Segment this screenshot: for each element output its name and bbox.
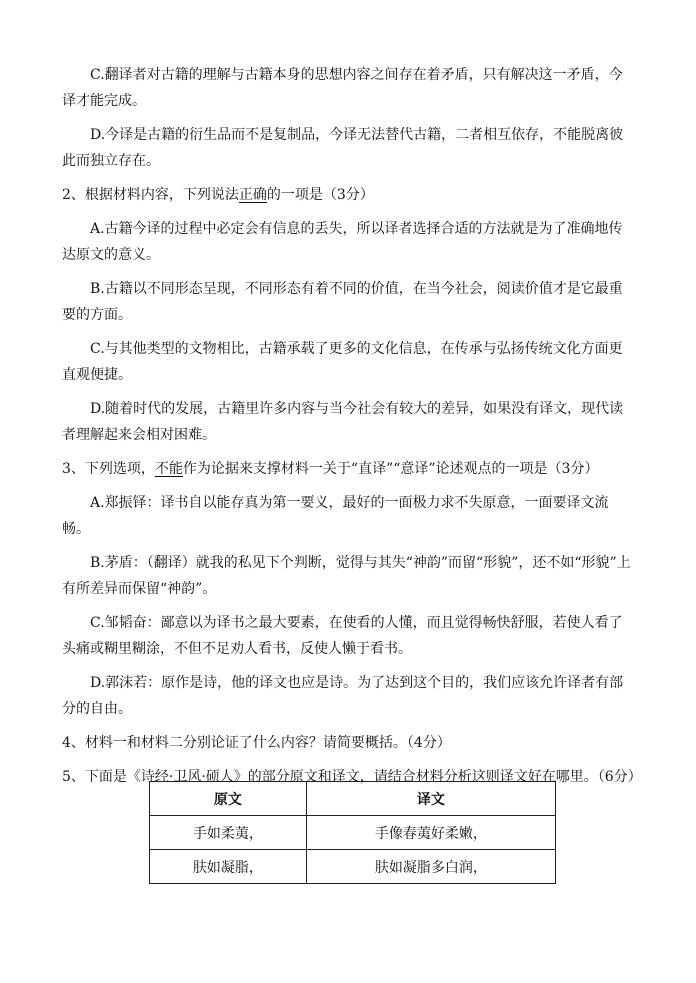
q2-stem-tail: 的一项是（3分）: [266, 187, 374, 203]
q4-stem: 4、材料一和材料二分别论证了什么内容？请简要概括。（4分）: [62, 735, 451, 751]
q3-stem-text: 3、下列选项，: [62, 461, 155, 477]
q3-option-b: B.茅盾：（翻译）就我的私见下个判断，觉得与其失“神韵”而留“形貌”，还不如“形貌”上有所差异而保留“神韵”。: [62, 555, 631, 597]
table-header-original: 原文: [150, 782, 307, 816]
q2-keyword: 正确: [238, 187, 267, 203]
q3-option-c: C.邹韬奋：鄙意以为译书之最大要素，在使看的人懂，而且觉得畅快舒服，若使人看了头痛或糊里糊涂，不但不足劝人看书，反使人懒于看书。: [62, 615, 623, 657]
q1-option-d: D.今译是古籍的衍生品而不是复制品，今译无法替代古籍，二者相互依存，不能脱离彼此而独立存在。: [62, 127, 624, 169]
table-cell-translation: 肤如凝脂多白润，: [306, 850, 555, 884]
table-header-row: [150, 782, 556, 816]
table-cell-original: 手如柔荑，: [150, 816, 307, 850]
table-row: [150, 850, 556, 884]
translation-table: [149, 781, 556, 884]
q2-stem-text: 2、根据材料内容，下列说法: [62, 187, 239, 203]
table-cell-original: 肤如凝脂，: [150, 850, 307, 884]
q2-stem: [62, 182, 636, 208]
q5-stem: 5、下面是《诗经·卫风·硕人》的部分原文和译文，请结合材料分析这则译文好在哪里。（6分）: [62, 769, 642, 785]
q2-option-a: A.古籍今译的过程中必定会有信息的丢失，所以译者选择合适的方法就是为了准确地传达原文的意义。: [62, 221, 623, 263]
q2-option-d: D.随着时代的发展，古籍里许多内容与当今社会有较大的差异，如果没有译文，现代读者理解起来会相对困难。: [62, 401, 624, 443]
q3-stem-tail: 作为论据来支撑材料一关于“直译”“意译”论述观点的一项是（3分）: [182, 461, 599, 477]
q3-option-d: D.郭沫若：原作是诗，他的译文也应是诗。为了达到这个目的，我们应该允许译者有部分的自由。: [62, 675, 624, 717]
table-row: [150, 816, 556, 850]
q2-option-c: C.与其他类型的文物相比，古籍承载了更多的文化信息，在传承与弘扬传统文化方面更直观便捷。: [62, 341, 623, 383]
document-page: [62, 62, 642, 790]
q2-option-b: B.古籍以不同形态呈现，不同形态有着不同的价值，在当今社会，阅读价值才是它最重要的方面。: [62, 281, 623, 323]
table-header-translation: 译文: [306, 782, 555, 816]
table-cell-translation: 手像春荑好柔嫩，: [306, 816, 555, 850]
q3-stem: [62, 456, 636, 482]
q3-keyword: 不能: [154, 461, 183, 477]
q1-option-c: C.翻译者对古籍的理解与古籍本身的思想内容之间存在着矛盾，只有解决这一矛盾，今译才能完成。: [62, 67, 623, 109]
q3-option-a: A.郑振铎：译书自以能存真为第一要义，最好的一面极力求不失原意，一面要译文流畅。: [62, 495, 609, 537]
